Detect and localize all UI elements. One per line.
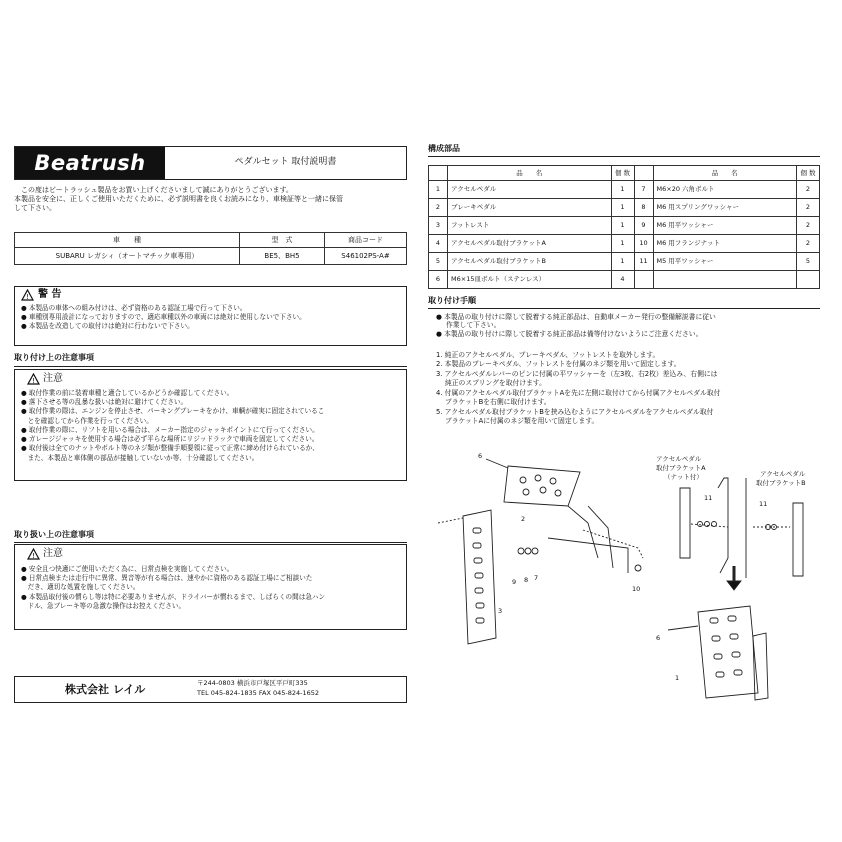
warning-heading xyxy=(21,289,61,302)
bracket-a-label: 取付ブラケットA xyxy=(656,464,706,472)
callout-label: 3 xyxy=(498,607,503,615)
part-number: 8 xyxy=(634,199,653,217)
part-name: アクセルペダル xyxy=(448,181,612,199)
part-qty: 1 xyxy=(611,253,634,271)
brake-pedal-shape xyxy=(504,466,580,506)
part-qty: 1 xyxy=(611,217,634,235)
table-row xyxy=(429,181,820,199)
list-item: だき、適切な処置を施してください。 xyxy=(27,583,140,592)
warning-title: 警 告 xyxy=(38,289,62,300)
part-qty: 4 xyxy=(611,271,634,289)
step: 5. アクセルペダル取付ブラケットBを挟み込むようにアクセルペダルをアクセルペダル取付 xyxy=(436,407,714,416)
part-name: M6 用平ワッシャー xyxy=(653,217,797,235)
install-notes-box xyxy=(14,369,407,481)
part-number: 7 xyxy=(634,181,653,199)
intro-line: 本製品を安全に、正しくご使用いただくために、必ず説明書を良くお読みになり、車検証等と一緒に保管 xyxy=(14,194,343,203)
bracket-b-label: 取付ブラケットB xyxy=(756,479,806,487)
svg-text:!: ! xyxy=(26,293,30,302)
list-item: ● 日常点検または走行中に異常、異音等が有る場合は、速やかに資格のある認証工場にご相談いた xyxy=(21,574,313,583)
part-number: 4 xyxy=(429,235,448,253)
install-notes-heading: 取り付け上の注意事項 xyxy=(14,353,94,362)
divider xyxy=(428,156,820,157)
callout-label: 9 xyxy=(512,578,517,586)
intro-line: この度はビートラッシュ製品をお買い上げくださいまして誠にありがとうございます。 xyxy=(21,186,293,194)
part-name: M6 用スプリングワッシャー xyxy=(653,199,797,217)
list-item: ● 本製品の取り付けに際して脱着する純正部品は備等付けないようにご注意ください。 xyxy=(436,329,703,338)
parts-table xyxy=(428,165,820,289)
part-name: M6×15皿ボルト（ステンレス） xyxy=(448,271,612,289)
vehicle-table xyxy=(14,232,407,265)
part-name: M6 用フランジナット xyxy=(653,235,797,253)
parts-header-name: 品 名 xyxy=(448,166,612,181)
caution-heading xyxy=(27,373,63,386)
install-notes-list xyxy=(21,389,403,463)
callout-label: 2 xyxy=(521,515,526,523)
caution-icon xyxy=(27,373,40,385)
list-item: ● 取付作業の際に、リフトを用いる場合は、メーカー指定のジャッキポイントにて行ってください。 xyxy=(21,425,319,434)
intro-line: して下さい。 xyxy=(14,203,56,212)
beatrush-logo: Beatrush xyxy=(15,147,165,179)
part-number: 5 xyxy=(429,253,448,271)
svg-text:!: ! xyxy=(32,377,36,386)
list-item: ● 取付作業の前に装着車種と適合しているかどうか確認してください。 xyxy=(21,389,234,397)
part-qty: 5 xyxy=(797,253,820,271)
model-cell: BE5、BH5 xyxy=(240,248,325,265)
list-item: ● 落下させる等の乱暴な扱いは絶対に避けてください。 xyxy=(21,398,188,407)
list-item: ● 本製品取付後の慣らし等は特に必要ありませんが、ドライバーが慣れるまで、しばらくの間は急ハン xyxy=(21,592,326,601)
parts-header-qty: 個 数 xyxy=(611,166,634,181)
part-qty: 2 xyxy=(797,217,820,235)
list-item: 作業して下さい。 xyxy=(446,321,501,330)
step: 4. 付属のアクセルペダル取付ブラケットAを先に左側に取付けてから付属アクセルペダル取付 xyxy=(436,388,721,397)
callout-label: 6 xyxy=(656,634,661,642)
callout-label: 7 xyxy=(534,574,539,582)
parts-header-qty: 個 数 xyxy=(797,166,820,181)
procedure-heading: 取り付け手順 xyxy=(428,296,476,305)
step: ブラケットAに付属のネジ類を用いて固定します。 xyxy=(436,417,599,426)
warning-list xyxy=(21,304,401,332)
procedure-notes xyxy=(436,313,816,338)
code-header: 商品コード xyxy=(325,233,407,248)
list-item: ● ガレージジャッキを使用する場合は必ず平らな場所にリジッドラックで車両を固定してください。 xyxy=(21,435,319,444)
step: 純正のスプリングを取付けます。 xyxy=(436,379,546,388)
table-row xyxy=(429,199,820,217)
part-number xyxy=(634,271,653,289)
part-number: 2 xyxy=(429,199,448,217)
installation-diagram xyxy=(428,448,828,718)
table-row xyxy=(429,271,820,289)
table-row xyxy=(429,235,820,253)
part-qty: 2 xyxy=(797,181,820,199)
table-row xyxy=(429,253,820,271)
divider xyxy=(14,366,407,367)
intro-text xyxy=(14,186,407,212)
vehicle-cell: SUBARU レガシィ（オートマチック車専用） xyxy=(15,248,240,265)
warning-box xyxy=(14,286,407,346)
part-name: ブレーキペダル xyxy=(448,199,612,217)
company-address: 〒244-0803 横浜市戸塚区平戸町335 xyxy=(197,679,308,687)
company-name: 株式会社 レイル xyxy=(65,683,146,696)
part-name xyxy=(653,271,797,289)
part-name: フットレスト xyxy=(448,217,612,235)
part-qty: 2 xyxy=(797,199,820,217)
part-qty: 2 xyxy=(797,235,820,253)
part-name: アクセルペダル取付ブラケットB xyxy=(448,253,612,271)
list-item: ● 車種別専用設計になっておりますので、適応車種以外の車両には絶対に使用しないで下さい。 xyxy=(21,313,306,322)
caution-title: 注意 xyxy=(43,548,63,559)
part-qty: 1 xyxy=(611,181,634,199)
step: 2. 本製品のブレーキペダル、フットレストを付属のネジ類を用いて固定します。 xyxy=(436,360,681,369)
vehicle-header: 車 種 xyxy=(15,233,240,248)
callout-label: 10 xyxy=(632,585,641,593)
list-item: ドル、急ブレーキ等の急激な操作はお控えください。 xyxy=(27,601,186,610)
part-qty: 1 xyxy=(611,235,634,253)
list-item: ● 取付後は全てのナットやボルト等のネジ類が整備手順要領に従って正常に締め付けられているか、 xyxy=(21,444,319,453)
part-number: 6 xyxy=(429,271,448,289)
divider xyxy=(14,542,407,543)
part-number: 11 xyxy=(634,253,653,271)
procedure-steps xyxy=(436,351,816,427)
warning-icon xyxy=(21,289,34,301)
parts-header-name: 品 名 xyxy=(653,166,797,181)
company-contact: TEL 045-824-1835 FAX 045-824-1652 xyxy=(197,689,320,697)
divider xyxy=(428,308,820,309)
caution-heading xyxy=(27,548,63,561)
step: 1. 純正のアクセルペダル、ブレーキペダル、フットレストを取外します。 xyxy=(436,351,660,359)
company-box xyxy=(14,676,407,703)
svg-text:!: ! xyxy=(32,552,36,561)
list-item: ● 本製品を改造しての取付けは絶対に行わないで下さい。 xyxy=(21,322,194,331)
handling-notes-heading: 取り扱い上の注意事項 xyxy=(14,530,94,539)
part-number: 9 xyxy=(634,217,653,235)
list-item: とを確認してから作業を行ってください。 xyxy=(27,416,153,425)
document-title: ペダルセット 取付説明書 xyxy=(234,157,337,168)
caution-title: 注意 xyxy=(43,373,63,384)
bracket-a-label: アクセルペダル xyxy=(656,455,702,463)
callout-label: 1 xyxy=(675,674,680,682)
handling-notes-box xyxy=(14,544,407,630)
parts-heading: 構成部品 xyxy=(428,144,460,153)
step: 3. アクセルペダルレバーのピンに付属の平ワッシャーを（左3枚、右2枚）差込み、右側には xyxy=(436,369,718,378)
list-item: ● 本製品の取り付けに際して脱着する純正部品は、自動車メーカー発行の整備解説書に従い xyxy=(436,313,716,321)
bracket-b-label: アクセルペダル xyxy=(760,470,806,478)
table-row xyxy=(429,217,820,235)
list-item: ● 取付作業の際は、エンジンを停止させ、パーキングブレーキをかけ、車輌が確実に固定されているこ xyxy=(21,407,325,416)
handling-notes-list xyxy=(21,565,403,611)
callout-label: 8 xyxy=(524,576,529,584)
part-number: 3 xyxy=(429,217,448,235)
list-item: また、本製品と車体側の部品が接触していないか等、十分確認してください。 xyxy=(27,453,259,462)
part-name: M5 用平ワッシャー xyxy=(653,253,797,271)
caution-icon xyxy=(27,548,40,560)
list-item: ● 安全且つ快適にご使用いただく為に、日常点検を実施してください。 xyxy=(21,565,234,573)
step: ブラケットBを右側に取付けます。 xyxy=(436,398,551,407)
part-qty: 1 xyxy=(611,199,634,217)
part-number: 1 xyxy=(429,181,448,199)
part-name: アクセルペダル取付ブラケットA xyxy=(448,235,612,253)
list-item: ● 本製品の車体への組み付けは、必ず資格のある認証工場で行って下さい。 xyxy=(21,304,247,312)
code-cell: S46102PS-A# xyxy=(325,248,407,265)
callout-label: 6 xyxy=(478,452,483,460)
part-qty xyxy=(797,271,820,289)
model-header: 型 式 xyxy=(240,233,325,248)
bracket-a-label: （ナット付） xyxy=(664,473,703,481)
callout-label: 11 xyxy=(704,494,713,502)
callout-label: 11 xyxy=(759,500,768,508)
title-box xyxy=(14,146,407,180)
part-name: M6×20 六角ボルト xyxy=(653,181,797,199)
part-number: 10 xyxy=(634,235,653,253)
